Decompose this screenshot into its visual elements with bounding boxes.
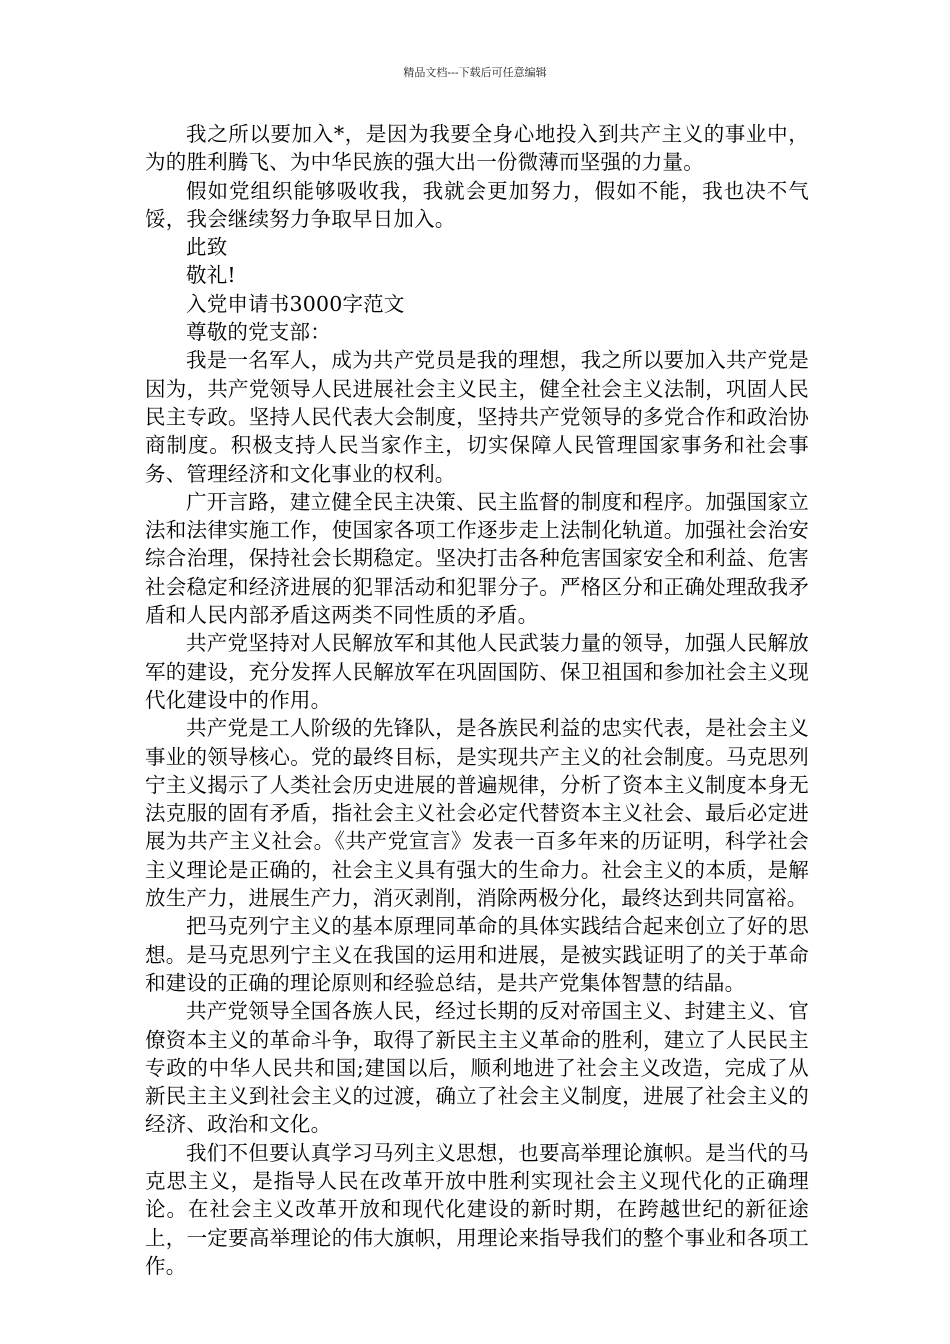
paragraph-intro: 我是一名军人，成为共产党员是我的理想，我之所以要加入共产党是因为，共产党领导人民进展社会主义民主，健全社会主义法制，巩固人民民主专政。坚持人民代表大会制度，坚持共产党领导的多党合作和政治协商制度。积极支持人民当家作主，切实保障人民管理国家事务和社会事务、管理经济和文化事业的权利。	[145, 348, 809, 486]
section-title: 入党申请书3000字范文	[186, 291, 405, 316]
greeting: 尊敬的党支部：	[186, 320, 331, 345]
paragraph-army: 共产党坚持对人民解放军和其他人民武装力量的领导，加强人民解放军的建设，充分发挥人民解放军在巩固国防、保卫祖国和参加社会主义现代化建设中的作用。	[145, 631, 809, 712]
paragraph-democracy: 广开言路，建立健全民主决策、民主监督的制度和程序。加强国家立法和法律实施工作，使国家各项工作逐步走上法制化轨道。加强社会治安综合治理，保持社会长期稳定。坚决打击各种危害国家安全和利益、危害社会稳定和经济进展的犯罪活动和犯罪分子。严格区分和正确处理敌我矛盾和人民内部矛盾这两类不同性质的矛盾。	[145, 489, 809, 628]
paragraph-reason: 我之所以要加入*，是因为我要全身心地投入到共产主义的事业中，为的胜利腾飞、为中华民族的强大出一份微薄而坚强的力量。	[145, 122, 809, 175]
paragraph-vanguard: 共产党是工人阶级的先锋队，是各族民利益的忠实代表，是社会主义事业的领导核心。党的最终目标，是实现共产主义的社会制度。马克思列宁主义揭示了人类社会历史进展的普遍规律，分析了资本主义制度本身无法克服的固有矛盾，指社会主义社会必定代替资本主义社会、最后必定进展为共产主义社会。《共产党宣言》发表一百多年来的历证明，科学社会主义理论是正确的，社会主义具有强大的生命力。社会主义的本质，是解放生产力，进展生产力，消灭剥削，消除两极分化，最终达到共同富裕。	[145, 716, 809, 911]
paragraph-history: 共产党领导全国各族人民，经过长期的反对帝国主义、封建主义、官僚资本主义的革命斗争，取得了新民主主义革命的胜利，建立了人民民主专政的中华人民共和国;建国以后，顺利地进了社会主义改造，完成了从新民主主义到社会主义的过渡，确立了社会主义制度，进展了社会主义的经济、政治和文化。	[145, 999, 809, 1137]
paragraph-study: 我们不但要认真学习马列主义思想，也要高举理论旗帜。是当代的马克思主义，是指导人民在改革开放中胜利实现社会主义现代化的正确理论。在社会主义改革开放和现代化建设的新时期，在跨越世纪的新征途上，一定要高举理论的伟大旗帜，用理论来指导我们的整个事业和各项工作。	[145, 1140, 809, 1278]
paragraph-commitment: 假如党组织能够吸收我，我就会更加努力，假如不能，我也决不气馁，我会继续努力争取早日加入。	[145, 178, 809, 231]
document-body	[145, 120, 809, 1280]
closing-regards: 敬礼!	[186, 263, 236, 288]
paragraph-theory: 把马克列宁主义的基本原理同革命的具体实践结合起来创立了好的思想。是马克思列宁主义在我国的运用和进展，是被实践证明了的关于革命和建设的正确的理论原则和经验总结，是共产党集体智慧的结晶。	[145, 914, 809, 995]
closing-salutation: 此致	[186, 235, 228, 260]
page-header: 精品文档---下载后可任意编辑	[403, 66, 547, 79]
